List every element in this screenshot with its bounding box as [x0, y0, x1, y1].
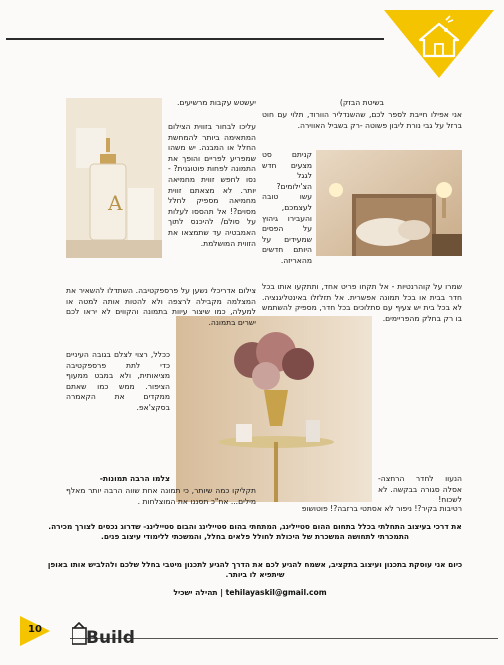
page-number-badge	[20, 616, 50, 646]
right-column-para4: רטיבות בקיר?! ניפור לא אסתטי ברזבה?! פוטושופ	[301, 504, 462, 513]
left-column-para5-body: תקליקו כמה שיותר, כי תמונה אחת שווה הרבה יותר מאלף מילים... אח"כ תסננו את המוצלחות .	[66, 486, 256, 506]
left-column-para5	[66, 474, 170, 485]
right-column-para3: הנעוו לחדר הרחצה- אסלה סגורה בבקשה. לא לשכוח!	[378, 474, 462, 505]
vase-photo	[176, 316, 372, 502]
right-column-para1b: קניתם סט מצעים חדש לגגל הצ'ילומים? עשו טובה לעצמכם, והעבירו גיהוץ על הפסים שמעידים על היותם חדשים מהאריזה.	[262, 150, 312, 265]
author-signature: תהילה ישכיל | tehilayaskil@gmail.com	[173, 588, 327, 597]
svg-text:A: A	[108, 191, 123, 215]
soap-bottle-image	[66, 98, 162, 258]
magazine-logo	[72, 622, 152, 648]
bedroom-image	[316, 150, 462, 256]
build-logo-icon	[72, 622, 152, 648]
header-badge	[384, 10, 494, 80]
left-column-para4: ככלל, רצוי לצלם בגובה העיניים כדי לתת פרספקטיבה מציאותית, ולא במבט ממעוף הציפור. ממש כמו שאתם ממקדים את הקאמרה בסקצ'אפ.	[66, 350, 170, 412]
left-column-para3: צילום אדריכלי נשען על פרספקטיבה. השתדלו להשאיר את המצלמה מקבילה לרצפה ולא להטות אותה למטה או למעלה, כמו שיצור עיוות בתמונה והקווים לא יראו לכם ישרים בתמונה.	[66, 286, 256, 327]
page-number: 10	[28, 624, 42, 635]
logo-text: Build	[86, 628, 135, 648]
left-column-para1: יעשטש עקבות מרשיעים.	[177, 98, 256, 107]
left-column-para2-top: עליכו לבחור בזווית הצילום המתאימה ביותר להמחשת החלל או המבנה. יש משהו שמפריע לפריים והופך את התמונה לפחות פוטוגנית? -נסו לחפש זווית מחמיאה יותר. לא מצאתם זווית מחמיאה מספיק לחלל מסוים?! אל תהססו לעלות על סולם/ להיכנס לתוך האמבטיה עד שתמצאו את הזווית המושלמת.	[168, 122, 256, 248]
section-heading: בשיטת הבזק)	[339, 98, 385, 107]
header-rule	[6, 38, 384, 40]
bedroom-photo	[316, 150, 462, 256]
right-column-para2: שמרו על קוהרנטיות - אל תקחו פריט אחד, ותתקעו אותו בכל חדר בבית או בכל תמונה אפשרית. אל תזלזלו באינטליגנציה. לא בכל בית יש צעיף עם סתלוכים בכל חדר, מספיק להשתמש בו רק בחלק מהפריימים.	[262, 282, 462, 323]
bathroom-photo	[66, 98, 162, 258]
right-column-heading	[262, 98, 462, 109]
para5-heading: צלמו הרבה תמונות-	[99, 474, 170, 483]
bio-paragraph-2: כיום אני עוסקת בתכנון ועיצוב בתקציב, אשמח להגיע לכם את הדרך להגיע לתכנון מיטבי בחלל שלכם ולהלביש אותו באופן שיתפיא לו ביותר.	[47, 560, 463, 580]
right-column-para1a: אני אפילו חייבת לספר לכם, שהשנדליר הוורוד, תלוי עם חוט ברזל על גבי נורת ליבון פשוטה -רק בשביל האווירה.	[262, 110, 462, 130]
bio-paragraph-1: את דרכי בעיצוב התחלתי בכלל בתחום ההום סטיילינג, המתחתי בהום סטיילינג והבום סטיילינג- שדרוג נכסים לצורך מכירה. התמכרתי לתחושה המשכרת של היכולת לחולל פלאים בחלל, והמשכתי ללימודי עיצוב פנים.	[48, 522, 462, 542]
flower-vase-image	[176, 316, 372, 502]
home-icon	[384, 10, 494, 80]
